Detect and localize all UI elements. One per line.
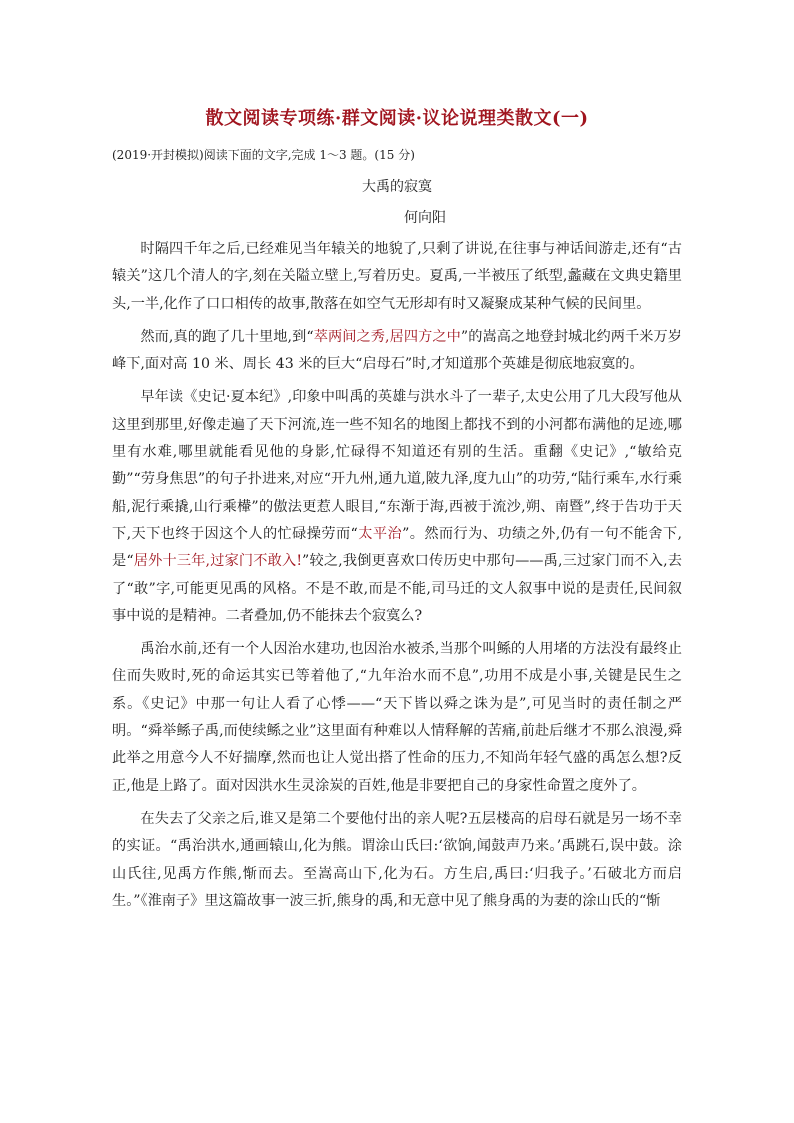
quoted-phrase: 萃两间之秀,居四方之中 (313, 328, 461, 345)
essay-paragraph (112, 384, 682, 630)
quoted-phrase: 太平治 (357, 525, 403, 542)
document-title: 散文阅读专项练·群文阅读·议论说理类散文(一) (205, 108, 589, 129)
paragraph-text: ”的嵩高之地登封城北约两千米万岁峰下,面对高 10 米、周长 43 米的巨大“启母石”时,才知道那个英雄是彻底地寂寞的。 (112, 328, 682, 373)
exercise-instruction: (2019·开封模拟)阅读下面的文字,完成 1～3 题。(15 分) (112, 148, 415, 162)
paragraph-text: 禹治水前,还有一个人因治水建功,也因治水被杀,当那个叫鲧的人用堵的方法没有最终止住而失败时,死的命运其实已等着他了,“九年治水而不息”,功用不成是小事,关键是民生之系。《史记》中那一句让人看了心悸——“天下皆以舜之诛为是”,可见当时的责任制之严明。“舜举鲧子禹,而使续鲧之业”这里面有种难以人情释解的苦痛,前赴后继才不那么浪漫,舜此举之用意今人不好揣摩,然而也让人觉出搭了性命的压力,不知尚年轻气盛的禹怎么想?反正,他是上路了。面对因洪水生灵涂炭的百姓,他是非要把自己的身家性命置之度外了。 (112, 641, 682, 794)
essay-paragraph (112, 324, 682, 379)
paragraph-text: 然而,真的跑了几十里地,到“ (140, 328, 314, 345)
essay-author: 何向阳 (404, 210, 446, 226)
paragraph-text: 早年读《史记·夏本纪》,印象中叫禹的英雄与洪水斗了一辈子,太史公用了几大段写他从这里到那里,好像走遍了天下河流,连一些不知名的地图上都找不到的小河都布满他的足迹,哪里有水难,哪里就能看见他的身影,忙碌得不知道还有别的生活。重翻《史记》,“敏给克勤”“劳身焦思”的句子扑进来,对应“开九州,通九道,陂九泽,度九山”的功劳,“陆行乘车,水行乘船,泥行乘撬,山行乘檋”的傲法更惹人眼目,“东渐于海,西被于流沙,朔、南暨”,终于告功于天下,天下也终于因这个人的忙碌操劳而“ (112, 389, 682, 542)
essay-title: 大禹的寂寞 (362, 179, 432, 195)
essay-paragraph (112, 236, 682, 318)
paragraph-text: ”。然而行为、功绩之外,仍有一句不能舍下,是“ (112, 525, 683, 570)
essay-paragraph (112, 806, 682, 915)
essay-body (112, 236, 682, 921)
essay-paragraph (112, 636, 682, 800)
paragraph-text: ”较之,我倒更喜欢口传历史中那句——禹,三过家门而不入,去了“敢”字,可能更见禹的风格。不是不敢,而是不能,司马迁的文人叙事中说的是责任,民间叙事中说的是精神。二者叠加,仍不能抹去个寂寞么? (112, 553, 682, 624)
paragraph-text: 时隔四千年之后,已经难见当年辕关的地貌了,只剩了讲说,在往事与神话间游走,还有“古辕关”这几个清人的字,刻在关隘立壁上,写着历史。夏禹,一半被压了纸型,蠡藏在文典史籍里头,一半,化作了口口相传的故事,散落在如空气无形却有时又凝聚成某种气候的民间里。 (112, 241, 682, 312)
quoted-phrase: 居外十三年,过家门不敢入! (133, 553, 303, 570)
paragraph-text: 在失去了父亲之后,谁又是第二个要他付出的亲人呢?五层楼高的启母石就是另一场不幸的实证。“禹治洪水,通画辕山,化为熊。谓涂山氏曰:‘欲饷,闻鼓声乃来。’禹跳石,误中鼓。涂山氏往,见禹方作熊,惭而去。至嵩高山下,化为石。方生启,禹曰:‘归我子。’石破北方而启生。”《淮南子》里这篇故事一波三折,熊身的禹,和无意中见了熊身禹的为妻的涂山氏的“惭 (112, 810, 682, 909)
